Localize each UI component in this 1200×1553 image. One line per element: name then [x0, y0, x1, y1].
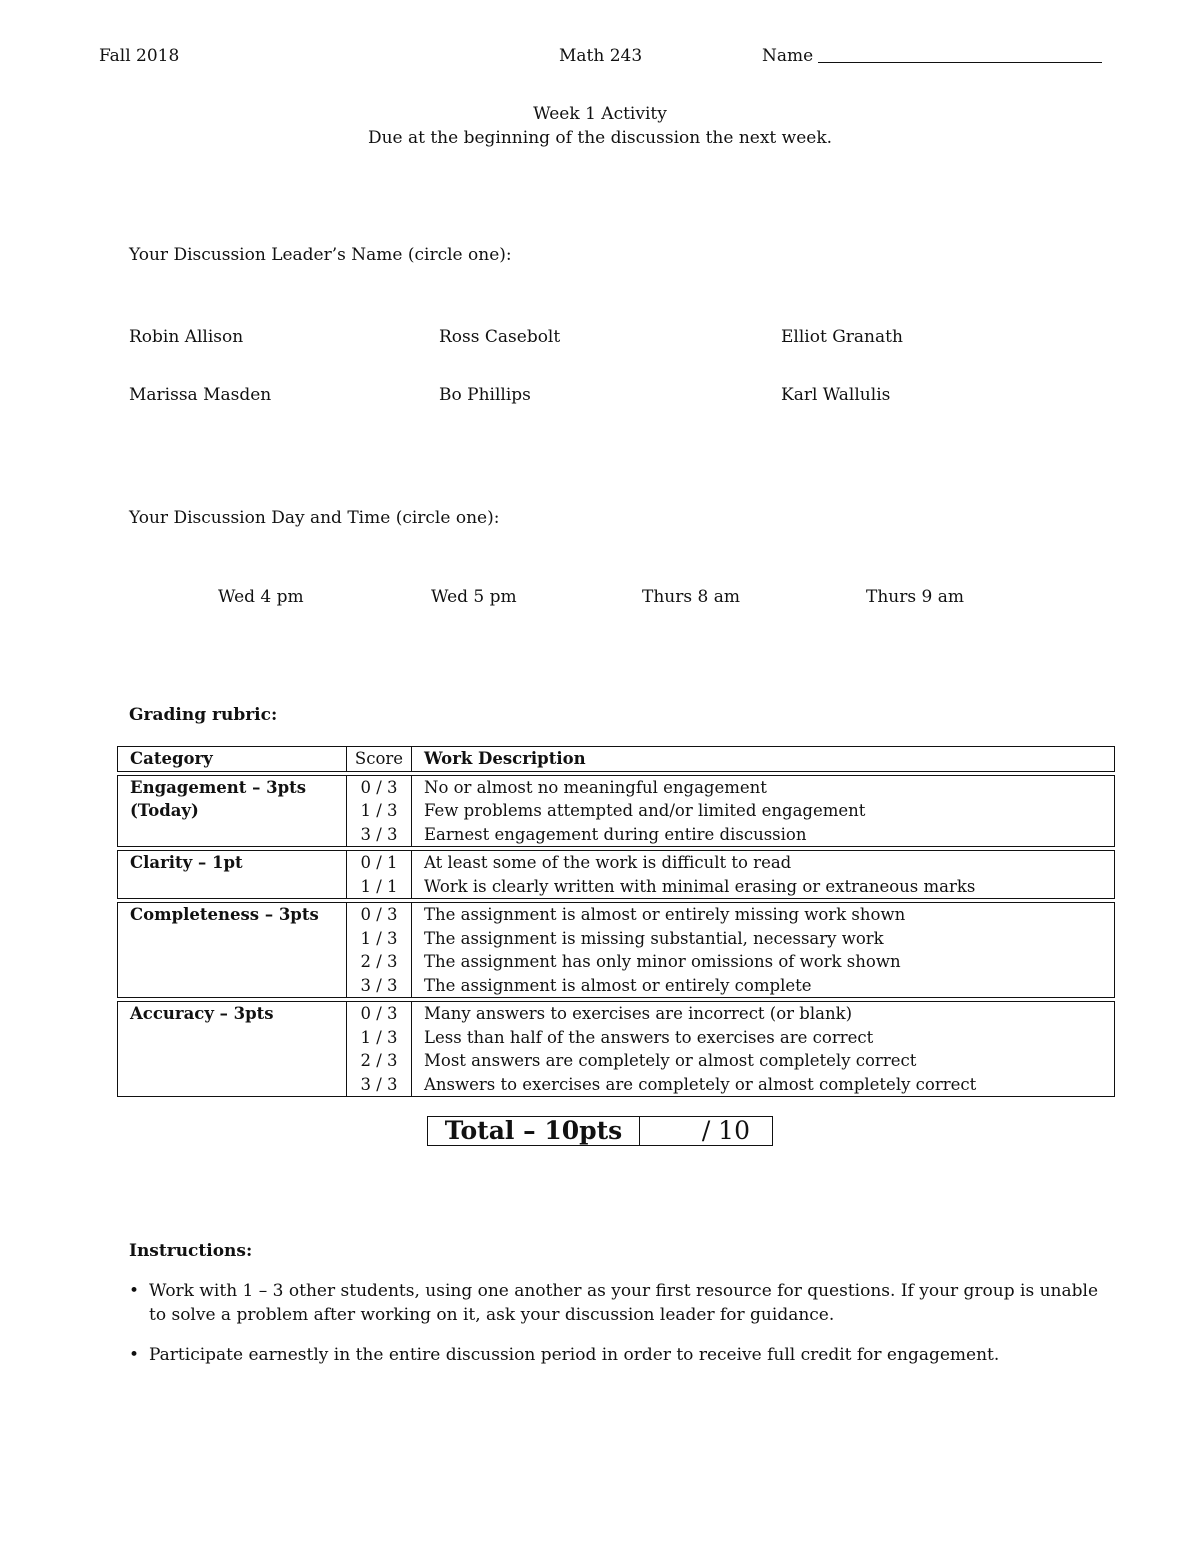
- rubric-description: Many answers to exercises are incorrect (or blank): [424, 1004, 853, 1023]
- instructions-heading: Instructions:: [129, 1241, 253, 1261]
- activity-title: Week 1 Activity: [533, 104, 667, 124]
- rubric-description: The assignment is almost or entirely missing work shown: [424, 905, 906, 924]
- time-option[interactable]: Thurs 9 am: [866, 587, 964, 607]
- total-label: Total – 10pts: [428, 1117, 640, 1145]
- time-option[interactable]: Wed 4 pm: [218, 587, 304, 607]
- column-header-score: Score: [347, 747, 412, 771]
- rubric-score: 1 / 3: [360, 928, 398, 948]
- rubric-scores: [347, 776, 412, 847]
- rubric-description: The assignment has only minor omissions of work shown: [424, 952, 901, 971]
- rubric-group-accuracy: [117, 1001, 1115, 1097]
- name-blank-line[interactable]: [818, 62, 1102, 63]
- rubric-description: The assignment is missing substantial, necessary work: [424, 928, 884, 948]
- leader-option[interactable]: Ross Casebolt: [439, 327, 561, 347]
- rubric-score: 3 / 3: [360, 824, 398, 844]
- rubric-heading: Grading rubric:: [129, 705, 278, 725]
- rubric-group-engagement: [117, 775, 1115, 848]
- rubric-description: Most answers are completely or almost completely correct: [424, 1051, 917, 1070]
- time-option[interactable]: Wed 5 pm: [431, 587, 517, 607]
- rubric-category: Engagement – 3pts (Today): [118, 776, 347, 847]
- time-option[interactable]: Thurs 8 am: [642, 587, 740, 607]
- rubric-scores: [347, 851, 412, 898]
- rubric-score: 0 / 1: [360, 853, 398, 872]
- rubric-table: [117, 746, 1115, 1100]
- leader-prompt: Your Discussion Leader’s Name (circle one):: [129, 245, 512, 265]
- rubric-description: Work is clearly written with minimal erasing or extraneous marks: [424, 876, 976, 896]
- rubric-description: At least some of the work is difficult to read: [424, 853, 792, 872]
- rubric-score: 2 / 3: [360, 1051, 398, 1070]
- name-label: Name: [762, 46, 814, 66]
- column-header-description: Work Description: [424, 749, 586, 768]
- rubric-descriptions: [412, 1002, 1114, 1096]
- rubric-score: 0 / 3: [360, 905, 398, 924]
- rubric-score: 2 / 3: [360, 952, 398, 971]
- time-prompt: Your Discussion Day and Time (circle one):: [129, 508, 500, 528]
- course-label: Math 243: [559, 46, 643, 66]
- leader-option[interactable]: Robin Allison: [129, 327, 244, 347]
- rubric-group-completeness: [117, 902, 1115, 998]
- leader-option[interactable]: Elliot Granath: [781, 327, 903, 347]
- instruction-item: • Work with 1 – 3 other students, using one another as your first resource for questions. If your group is unable to solve a problem after working on it, ask your discussion leader for guidance.: [129, 1281, 1099, 1325]
- rubric-score: 3 / 3: [360, 1074, 398, 1094]
- rubric-header-row: [117, 746, 1115, 772]
- rubric-score: 3 / 3: [360, 975, 398, 995]
- leader-option[interactable]: Karl Wallulis: [781, 385, 891, 405]
- rubric-description: Less than half of the answers to exercises are correct: [424, 1027, 874, 1047]
- rubric-category: Accuracy – 3pts: [118, 1002, 347, 1096]
- instruction-item: • Participate earnestly in the entire discussion period in order to receive full credit for engagement.: [129, 1345, 1000, 1365]
- rubric-description: Few problems attempted and/or limited engagement: [424, 801, 866, 820]
- rubric-group-clarity: [117, 850, 1115, 899]
- rubric-score: 0 / 3: [360, 777, 398, 797]
- rubric-descriptions: [412, 903, 1114, 997]
- rubric-scores: [347, 1002, 412, 1096]
- bullet-icon: •: [129, 1281, 140, 1301]
- bullet-icon: •: [129, 1345, 140, 1365]
- rubric-descriptions: [412, 776, 1114, 847]
- rubric-description: Answers to exercises are completely or almost completely correct: [424, 1074, 977, 1094]
- rubric-description: Earnest engagement during entire discussion: [424, 824, 807, 844]
- page-title: [0, 102, 1200, 150]
- due-note: Due at the beginning of the discussion the next week.: [367, 128, 833, 148]
- total-score-field[interactable]: / 10: [701, 1116, 750, 1145]
- leader-option[interactable]: Bo Phillips: [439, 385, 531, 405]
- rubric-category: Clarity – 1pt: [118, 851, 347, 898]
- rubric-score: 1 / 3: [360, 1027, 398, 1047]
- rubric-description: No or almost no meaningful engagement: [424, 777, 767, 797]
- rubric-descriptions: [412, 851, 1114, 898]
- semester-label: Fall 2018: [99, 46, 180, 66]
- leader-option[interactable]: Marissa Masden: [129, 385, 272, 405]
- instructions-list: [129, 1279, 1109, 1383]
- rubric-score: 0 / 3: [360, 1004, 398, 1023]
- rubric-score: 1 / 1: [360, 876, 398, 896]
- column-header-category: Category: [118, 747, 347, 771]
- rubric-score: 1 / 3: [360, 801, 398, 820]
- total-score-box: [427, 1116, 773, 1146]
- rubric-scores: [347, 903, 412, 997]
- rubric-category: Completeness – 3pts: [118, 903, 347, 997]
- rubric-description: The assignment is almost or entirely complete: [424, 975, 812, 995]
